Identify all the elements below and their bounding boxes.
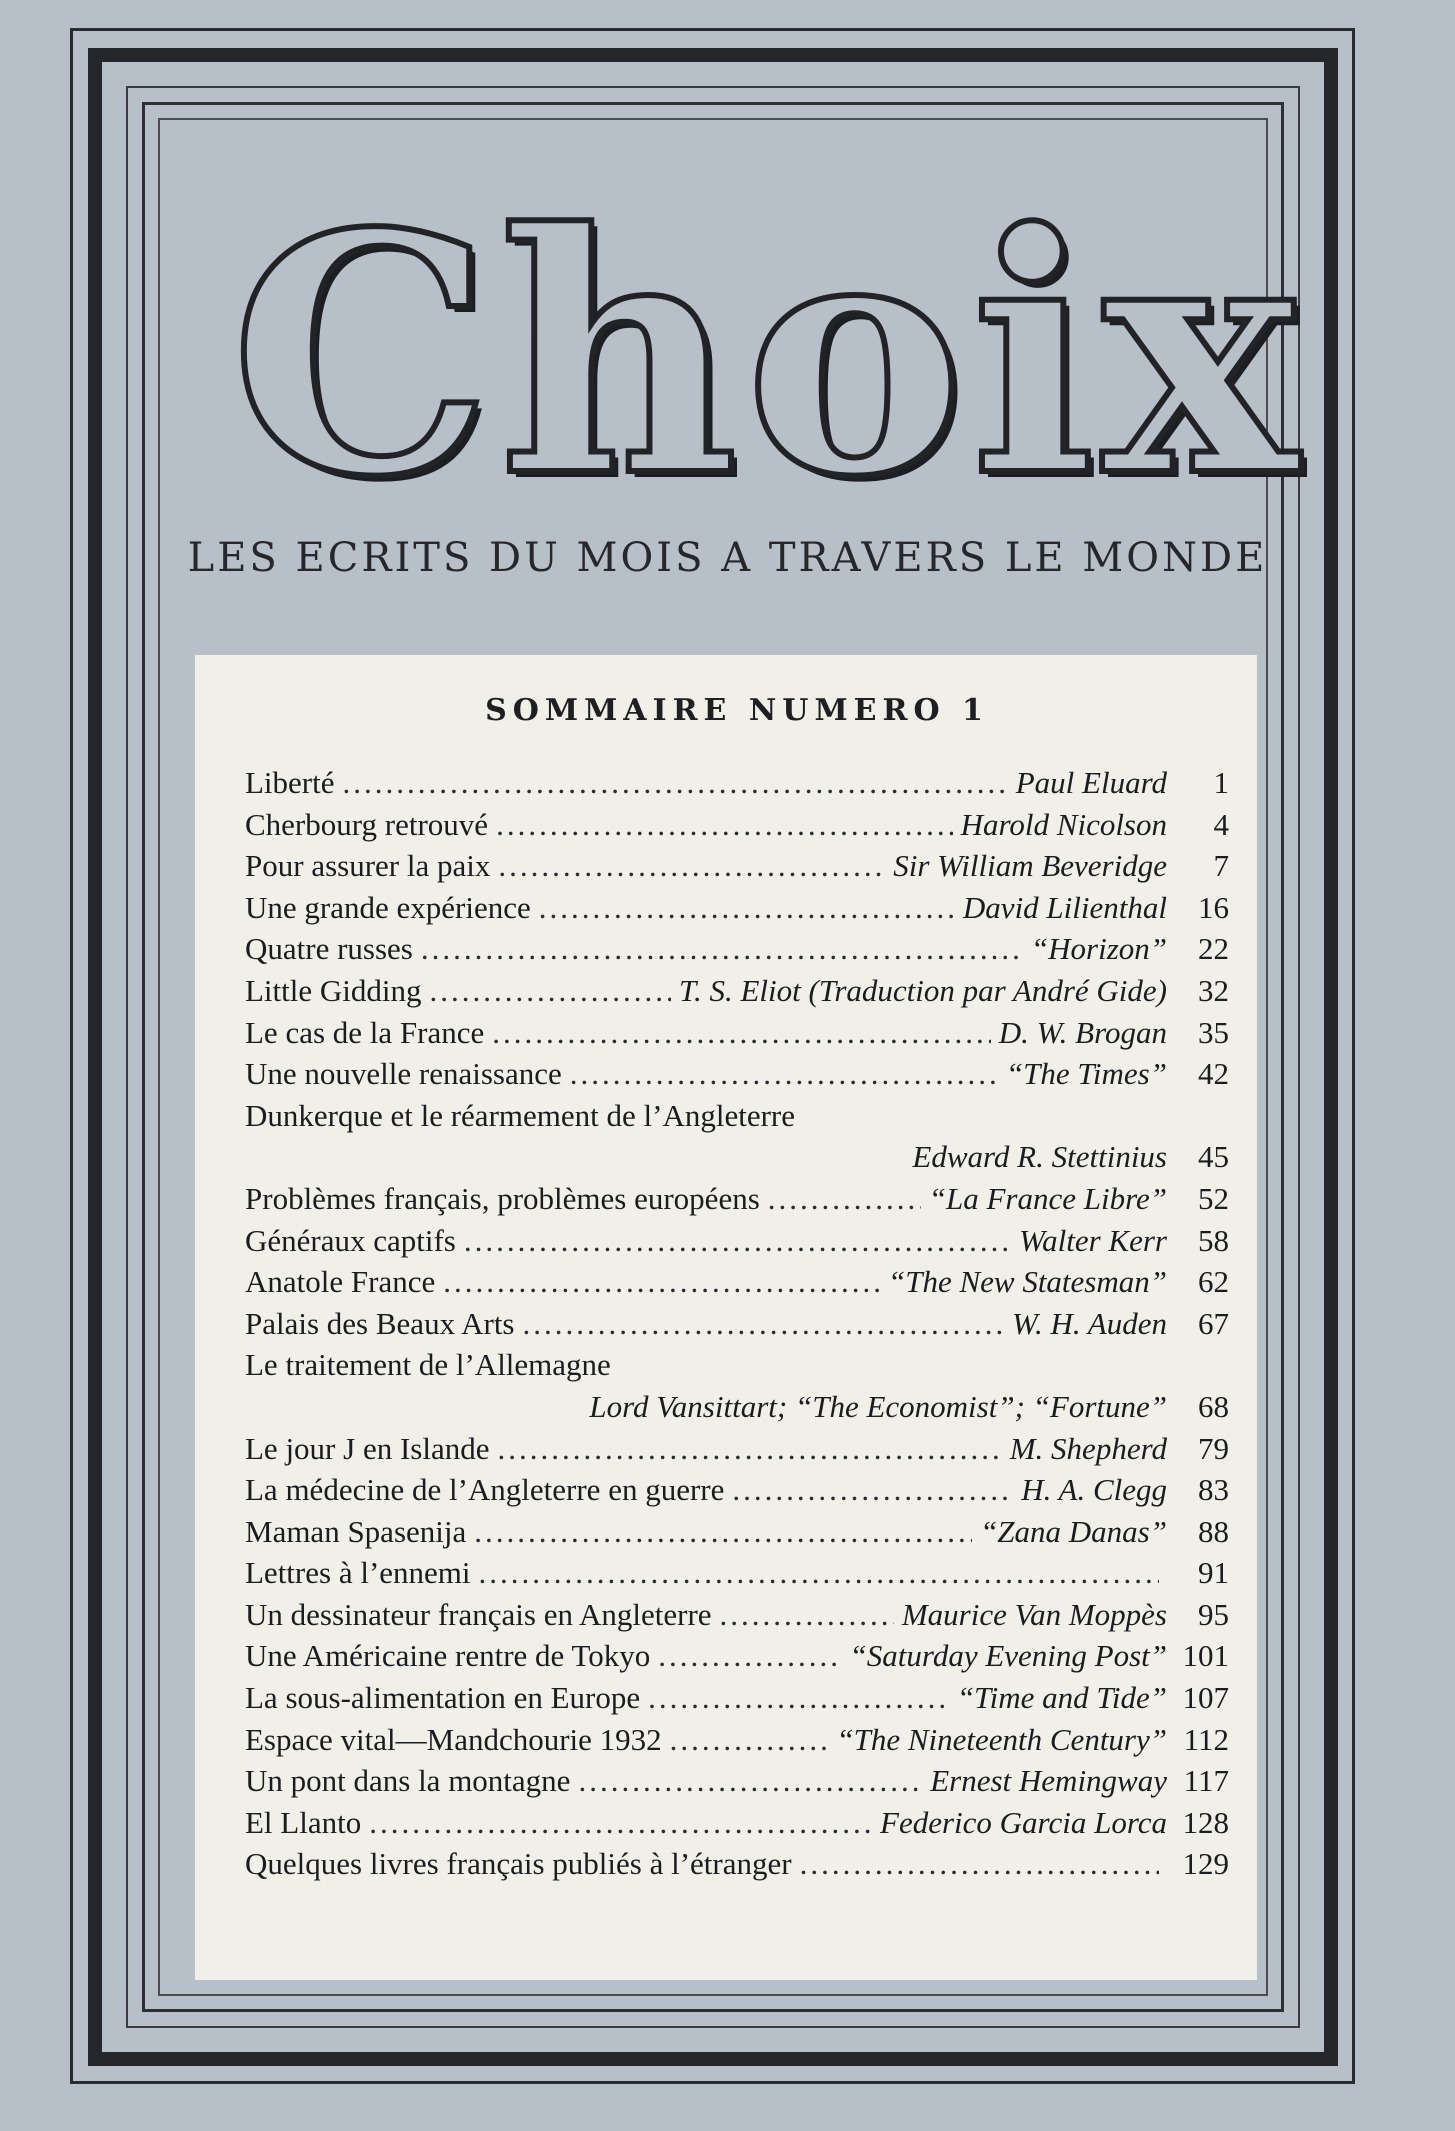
toc-entry-page: 16 <box>1198 889 1229 925</box>
toc-entry-author: Ernest Hemingway <box>930 1763 1167 1799</box>
toc-entry-page: 95 <box>1198 1596 1229 1632</box>
toc-entry-author: M. Shepherd <box>1009 1430 1167 1466</box>
toc-entry <box>245 762 1229 804</box>
toc-entry-title: Espace vital—Mandchourie 1932 <box>245 1721 662 1757</box>
toc-entry-page: 62 <box>1198 1264 1229 1300</box>
toc-entry-title: El Llanto <box>245 1804 362 1840</box>
toc-entry-author: “La France Libre” <box>928 1180 1167 1216</box>
toc-entry-title: Un pont dans la montagne <box>245 1763 571 1799</box>
toc-dot-leader <box>648 1677 949 1719</box>
toc-entry-title: Un dessinateur français en Angleterre <box>245 1596 712 1632</box>
toc-entry <box>245 1552 1229 1594</box>
toc-entry-page: 1 <box>1213 765 1229 800</box>
toc-dot-leader <box>570 1053 998 1095</box>
toc-dot-leader <box>343 762 1008 804</box>
toc-entry-page: 22 <box>1198 931 1229 967</box>
toc-entry-page: 45 <box>1198 1139 1229 1175</box>
toc-dot-leader <box>479 1552 1159 1594</box>
toc-entry-author: “The Times” <box>1005 1056 1167 1092</box>
toc-entry-page: 68 <box>1198 1388 1229 1424</box>
toc-entry <box>245 845 1229 887</box>
toc-entry <box>245 1843 1229 1885</box>
magazine-subtitle: LES ECRITS DU MOIS A TRAVERS LE MONDE <box>187 535 1268 581</box>
toc-dot-leader <box>498 845 885 887</box>
toc-entry-author: H. A. Clegg <box>1021 1472 1167 1508</box>
toc-dot-leader <box>800 1843 1159 1885</box>
toc-entry-author: T. S. Eliot (Traduction par André Gide) <box>679 972 1167 1008</box>
toc-entry-page: 101 <box>1182 1638 1229 1674</box>
toc-entry-author: “Time and Tide” <box>956 1680 1167 1716</box>
toc-entry-page: 107 <box>1182 1680 1229 1716</box>
toc-entry-page: 52 <box>1198 1180 1229 1216</box>
toc-entry-page: 35 <box>1198 1014 1229 1050</box>
toc-entry-title: Liberté <box>245 765 335 800</box>
toc-entry-title: Une Américaine rentre de Tokyo <box>245 1638 651 1674</box>
toc-entry-title: Palais des Beaux Arts <box>245 1305 515 1341</box>
toc-dot-leader <box>768 1178 921 1220</box>
toc-entry-title: Généraux captifs <box>245 1222 456 1258</box>
toc-dot-leader <box>720 1594 894 1636</box>
toc-dot-leader <box>369 1802 872 1844</box>
toc-entry-title: Le jour J en Islande <box>245 1430 490 1466</box>
toc-entry <box>245 1760 1229 1802</box>
toc-entry-author: W. H. Auden <box>1012 1305 1167 1341</box>
toc-dot-leader <box>474 1511 972 1553</box>
toc-entry-page: 79 <box>1198 1430 1229 1466</box>
toc-entry <box>245 1802 1229 1844</box>
toc-entry-title: Quelques livres français publiés à l’étranger <box>245 1846 792 1882</box>
toc-entry-author: Sir William Beveridge <box>893 848 1167 884</box>
toc-dot-leader <box>578 1760 922 1802</box>
toc-dot-leader <box>539 887 955 929</box>
toc-entry-author: Maurice Van Moppès <box>901 1596 1167 1632</box>
toc-entry-page: 112 <box>1183 1721 1229 1757</box>
toc-entry-title: Le traitement de l’Allemagne <box>245 1347 611 1383</box>
toc-dot-leader <box>443 1261 880 1303</box>
toc-dot-leader <box>670 1719 829 1761</box>
toc-entry-page: 67 <box>1198 1305 1229 1341</box>
toc-entry-title: La médecine de l’Angleterre en guerre <box>245 1472 725 1508</box>
toc-entry <box>245 1386 1229 1428</box>
toc-entry-title: Une nouvelle renaissance <box>245 1056 562 1092</box>
toc-dot-leader <box>497 1428 1001 1470</box>
toc-entry <box>245 928 1229 970</box>
toc-entry-page: 83 <box>1198 1472 1229 1508</box>
toc-dot-leader <box>492 1012 991 1054</box>
toc-entry-title: Le cas de la France <box>245 1014 485 1050</box>
toc-entry <box>245 1261 1229 1303</box>
toc-entry-author: “The New Statesman” <box>887 1264 1167 1300</box>
toc-entry-page: 117 <box>1183 1763 1229 1799</box>
toc-dot-leader <box>523 1303 1005 1345</box>
toc-entry-title: Quatre russes <box>245 931 413 967</box>
toc-entry-title: Dunkerque et le réarmement de l’Angleterre <box>245 1097 795 1133</box>
contents-panel <box>195 655 1257 1980</box>
toc-entry <box>245 1594 1229 1636</box>
toc-entry <box>245 1053 1229 1095</box>
toc-entry <box>245 1677 1229 1719</box>
toc-entry-page: 129 <box>1182 1846 1229 1882</box>
toc-entry <box>245 887 1229 929</box>
toc-entry-author: “Zana Danas” <box>980 1513 1167 1549</box>
toc-entry <box>245 1469 1229 1511</box>
toc-entry-title: Problèmes français, problèmes européens <box>245 1180 760 1216</box>
toc-entry <box>245 804 1229 846</box>
toc-entry <box>245 1719 1229 1761</box>
contents-heading: SOMMAIRE NUMERO 1 <box>485 693 989 728</box>
toc-entry <box>245 1178 1229 1220</box>
toc-entry-page: 7 <box>1213 848 1229 884</box>
toc-entry-author: Paul Eluard <box>1015 765 1167 800</box>
toc-entry-page: 58 <box>1198 1222 1229 1258</box>
toc-dot-leader <box>464 1220 1011 1262</box>
toc-entry-author: “Horizon” <box>1030 931 1167 967</box>
toc-entry <box>245 1635 1229 1677</box>
toc-entry-author: Walter Kerr <box>1019 1222 1167 1258</box>
toc-entry <box>245 1511 1229 1553</box>
toc-entry-title: Cherbourg retrouvé <box>245 806 489 842</box>
toc-entry <box>245 970 1229 1012</box>
toc-entry-page: 32 <box>1198 972 1229 1008</box>
toc-entry-author: D. W. Brogan <box>998 1014 1167 1050</box>
toc-dot-leader <box>732 1469 1013 1511</box>
toc-entry-title: Maman Spasenija <box>245 1513 467 1549</box>
toc-entry-title: Lettres à l’ennemi <box>245 1555 471 1591</box>
toc-entry-author: “The Nineteenth Century” <box>836 1721 1167 1757</box>
toc-entry-page: 91 <box>1198 1555 1229 1591</box>
toc-entry-author: Edward R. Stettinius <box>912 1139 1167 1175</box>
toc-entry-page: 128 <box>1182 1804 1229 1840</box>
toc-dot-leader <box>496 804 953 846</box>
toc-entry-author: “Saturday Evening Post” <box>849 1638 1167 1674</box>
toc-entry-title: La sous-alimentation en Europe <box>245 1680 641 1716</box>
toc-entry <box>245 1303 1229 1345</box>
toc-entry-author: Federico Garcia Lorca <box>880 1804 1167 1840</box>
toc-entry-page: 42 <box>1198 1056 1229 1092</box>
toc-entry-title: Anatole France <box>245 1264 436 1300</box>
toc-entry-title: Une grande expérience <box>245 889 531 925</box>
toc-entry-title: Little Gidding <box>245 972 422 1008</box>
toc-entry-page: 88 <box>1198 1513 1229 1549</box>
magazine-title: Choix <box>230 161 1305 549</box>
toc-dot-leader <box>430 970 672 1012</box>
toc-entry-author: Lord Vansittart; “The Economist”; “Fortune” <box>589 1388 1167 1424</box>
toc-dot-leader <box>421 928 1023 970</box>
toc-entry-title: Pour assurer la paix <box>245 848 491 884</box>
contents-list <box>245 762 1229 1885</box>
toc-entry <box>245 1012 1229 1054</box>
toc-entry-author: Harold Nicolson <box>960 806 1167 842</box>
toc-entry <box>245 1136 1229 1178</box>
toc-entry <box>245 1428 1229 1470</box>
toc-dot-leader <box>658 1635 841 1677</box>
toc-entry-author: David Lilienthal <box>962 889 1167 925</box>
toc-entry <box>245 1220 1229 1262</box>
toc-entry-page: 4 <box>1213 806 1229 842</box>
